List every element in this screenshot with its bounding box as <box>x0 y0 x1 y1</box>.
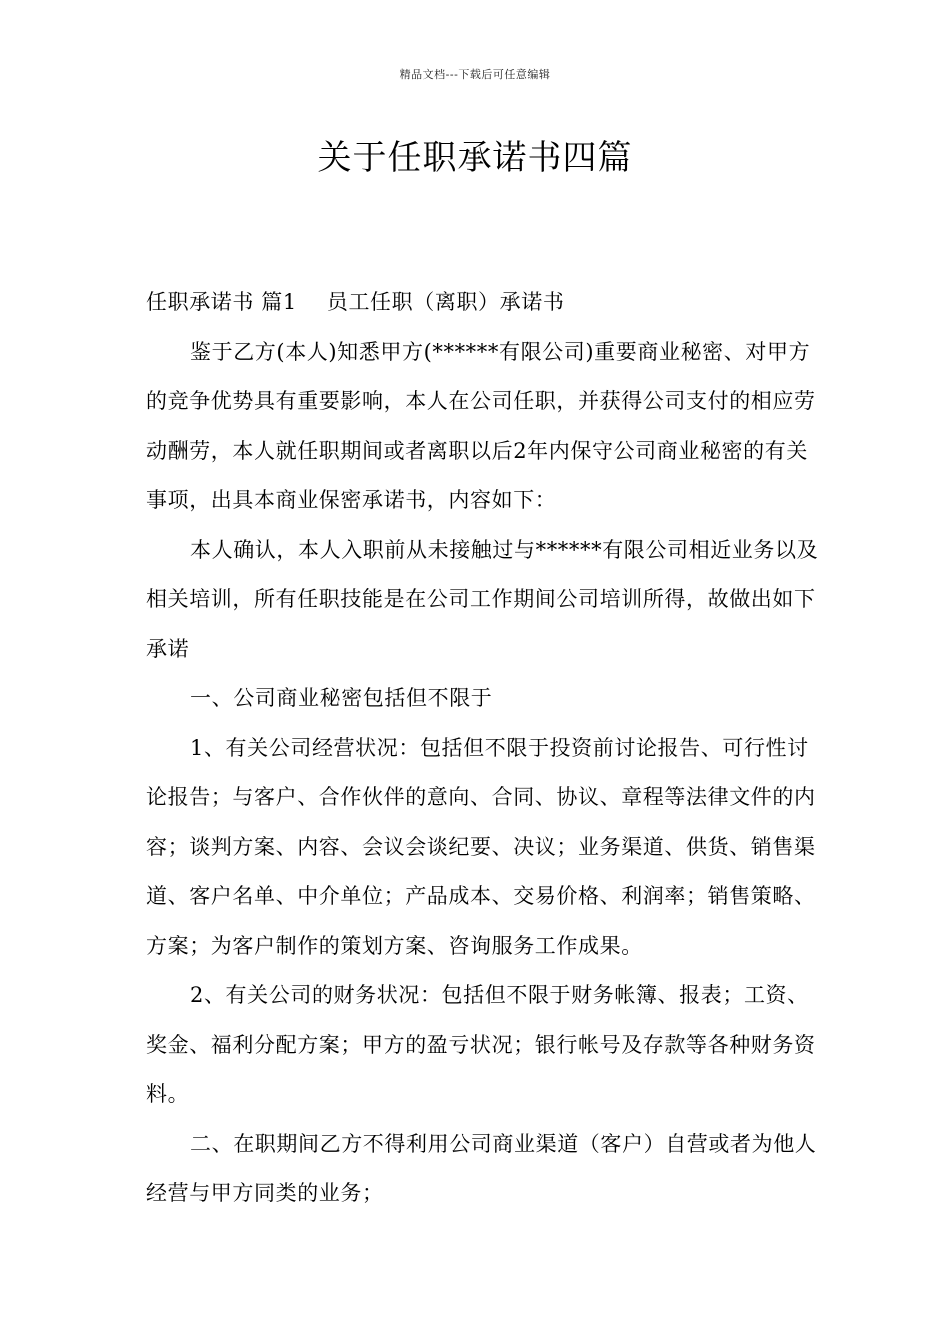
paragraph: 鉴于乙方(本人)知悉甲方(******有限公司)重要商业秘密、对甲方的竞争优势具有重要影响，本人在公司任职，并获得公司支付的相应劳动酬劳，本人就任职期间或者离职以后2年内保守公司商业秘密的有关事项，出具本商业保密承诺书，内容如下： <box>146 339 816 512</box>
paragraph: 1、有关公司经营状况：包括但不限于投资前讨论报告、可行性讨论报告；与客户、合作伙伴的意向、合同、协议、章程等法律文件的内容；谈判方案、内容、会议会谈纪要、决议；业务渠道、供货、销售渠道、客户名单、中介单位；产品成本、交易价格、利润率；销售策略、方案；为客户制作的策划方案、咨询服务工作成果。 <box>146 735 816 958</box>
section-heading <box>146 278 826 328</box>
section-label: 任职承诺书 篇1 <box>146 290 297 314</box>
paragraph: 一、公司商业秘密包括但不限于 <box>190 686 493 710</box>
section-subtitle: 员工任职（离职）承诺书 <box>326 290 565 314</box>
header-note: 精品文档---下载后可任意编辑 <box>399 68 551 81</box>
paragraph: 2、有关公司的财务状况：包括但不限于财务帐簿、报表；工资、奖金、福利分配方案；甲方的盈亏状况；银行帐号及存款等各种财务资料。 <box>146 983 816 1106</box>
paragraph: 本人确认，本人入职前从未接触过与******有限公司相近业务以及相关培训，所有任职技能是在公司工作期间公司培训所得，故做出如下承诺 <box>146 537 819 661</box>
document-title: 关于任职承诺书四篇 <box>317 138 633 178</box>
paragraph: 二、在职期间乙方不得利用公司商业渠道（客户）自营或者为他人经营与甲方同类的业务； <box>146 1131 817 1205</box>
document-body <box>146 278 826 1219</box>
